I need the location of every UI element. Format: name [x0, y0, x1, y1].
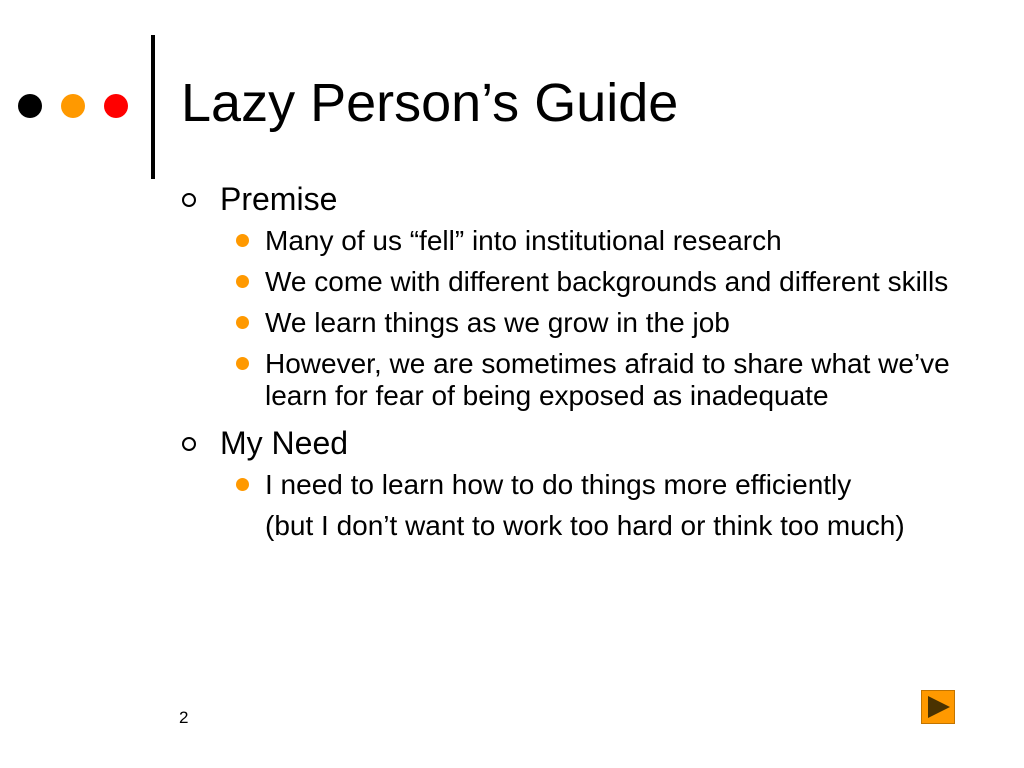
bullet-text: We come with different backgrounds and different skills [265, 266, 949, 297]
slide-title: Lazy Person’s Guide [181, 73, 679, 133]
orange-bullet-icon [236, 275, 249, 288]
bullet-text: However, we are sometimes afraid to share what we’ve learn for fear of being exposed as inadequate [265, 348, 950, 411]
next-slide-button[interactable] [921, 690, 955, 724]
black-dot-decoration [18, 94, 42, 118]
section-heading-label: Premise [220, 181, 338, 217]
bullet-text: I need to learn how to do things more efficiently [265, 469, 852, 500]
list-item [180, 225, 960, 257]
list-item [180, 469, 960, 501]
bullet-text: We learn things as we grow in the job [265, 307, 730, 338]
hollow-circle-bullet-icon [182, 193, 196, 207]
list-item [180, 307, 960, 339]
hollow-circle-bullet-icon [182, 437, 196, 451]
section-heading-my-need [180, 421, 960, 465]
orange-dot-decoration [61, 94, 85, 118]
list-item [180, 348, 960, 412]
slide-number: 2 [179, 708, 189, 727]
slide-content [180, 177, 960, 542]
section-heading-premise [180, 177, 960, 221]
bullet-continuation: (but I don’t want to work too hard or think too much) [265, 510, 905, 541]
orange-bullet-icon [236, 478, 249, 491]
orange-bullet-icon [236, 234, 249, 247]
list-item [180, 266, 960, 298]
orange-bullet-icon [236, 357, 249, 370]
orange-bullet-icon [236, 316, 249, 329]
play-arrow-icon [922, 691, 954, 723]
red-dot-decoration [104, 94, 128, 118]
bullet-text: Many of us “fell” into institutional research [265, 225, 782, 256]
title-divider [151, 35, 155, 179]
section-heading-label: My Need [220, 425, 349, 461]
